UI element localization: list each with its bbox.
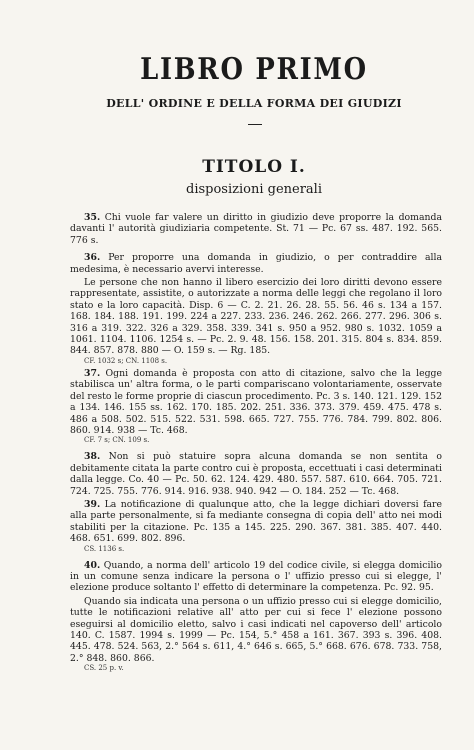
chapter-subtitle: disposizioni generali <box>186 182 322 197</box>
article-text: Le persone che non hanno il libero esercizio dei loro diritti devono essere rappresentate, assistite, o autorizzate a norma delle leggi che regolano il loro stato e la loro capacità. Disp. 6 — C. 2. 21. 26. 28. 55. 56. 46 s. 134 a 157. 168. 184. 188. 191. 199. 224 a 227. 233. 236. 246. 262. 266. 277. 296. 306 s. 316 a 319. 322. 326 a 329. 358. 339. 341 s. 950 a 952. 980 s. 1032. 1059 a 1061. 1104. 1106. 1254 s. — Pc. 2. 9. 48. 156. 158. 201. 315. 804 s. 834. 859. 844. 857. 878. 880 — O. 159 s. — Rg. 185. <box>70 277 442 357</box>
article-38 <box>70 451 442 497</box>
article-number: 38. <box>84 451 101 463</box>
article-text: Quando sia indicata una persona o un uffizio presso cui si elegge domicilio, tutte le notificazioni relative all' atto per cui si fece l' elezione possono eseguirsi al domicilio eletto, salvo i casi indicati nel capoverso dell' articolo 140. C. 1587. 1994 s. 1999 — Pc. 154, 5.° 458 a 161. 367. 393 s. 396. 408. 445. 478. 524. 563, 2.° 564 s. 611, 4.° 646 s. 665, 5.° 668. 676. 678. 733. 758, 2.° 848. 860. 866. <box>70 595 442 664</box>
article-36 <box>70 252 442 275</box>
article-40 <box>70 560 442 594</box>
book-title: LIBRO PRIMO <box>140 52 368 87</box>
article-number: 37. <box>84 367 101 379</box>
article-number: 35. <box>84 212 101 223</box>
chapter-title: TITOLO I. <box>202 157 306 177</box>
article-text: Chi vuole far valere un diritto in giudizio deve proporre la domanda davanti l' autorità giudiziaria competente. St. 71 — Pc. 67 ss. 487. 192. 565. 776 s. <box>70 212 442 246</box>
article-text: Per proporre una domanda in giudizio, o per contraddire alla medesima, è necessario avervi interesse. <box>70 252 442 275</box>
book-subtitle: DELL' ORDINE E DELLA FORMA DEI GIUDIZI <box>106 97 402 110</box>
article-35 <box>70 212 442 246</box>
article-40-para <box>70 596 442 664</box>
book-page <box>64 0 444 750</box>
cross-reference: CF. 7 s; CN. 109 s. <box>84 436 150 445</box>
article-text: La notificazione di qualunque atto, che la legge dichiari doversi fare alla parte personalmente, si fa mediante consegna di copia dell' atto nei modi stabiliti per la citazione. Pc. 135 a 145. 225. 290. 367. 381. 385. 407. 440. 468. 651. 699. 802. 896. <box>70 498 442 545</box>
article-37 <box>70 368 442 436</box>
article-36-para <box>70 277 442 357</box>
article-text: Non si può statuire sopra alcuna domanda se non sentita o debitamente citata la parte contro cui è proposta, eccettuati i casi determinati dalla legge. Co. 40 — Pc. 50. 62. 124. 429. 480. 557. 587. 610. 664. 705. 721. 724. 725. 755. 776. 914. 916. 938. 940. 942 — O. 184. 252 — Tc. 468. <box>70 451 442 497</box>
cross-reference: CF. 1032 s; CN. 1108 s. <box>84 356 168 365</box>
article-text: Quando, a norma dell' articolo 19 del codice civile, si elegga domicilio in un comune senza indicare la persona o l' uffizio presso cui si elegge, l' elezione produce soltanto l' effetto di determinare la competenza. Pc. 92. 95. <box>70 559 442 594</box>
cross-reference: CS. 25 p. v. <box>84 664 124 673</box>
articles-body <box>70 212 442 673</box>
article-39 <box>70 499 442 545</box>
article-number: 36. <box>84 252 101 264</box>
cross-reference: CS. 1136 s. <box>84 544 125 553</box>
article-number: 39. <box>84 498 101 510</box>
article-number: 40. <box>84 559 101 571</box>
article-text: Ogni domanda è proposta con atto di citazione, salvo che la legge stabilisca un' altra forma, o le parti compariscano volontariamente, osservate del resto le forme proprie di ciascun procedimento. Pc. 3 s. 140. 121. 129. 152 a 134. 146. 155 ss. 162. 170. 185. 202. 251. 336. 373. 379. 459. 475. 478 s. 486 a 508. 502. 515. 522. 531. 598. 665. 727. 755. 776. 784. 799. 802. 806. 860. 914. 938 — Tc. 468. <box>70 367 442 436</box>
title-divider <box>248 124 262 125</box>
